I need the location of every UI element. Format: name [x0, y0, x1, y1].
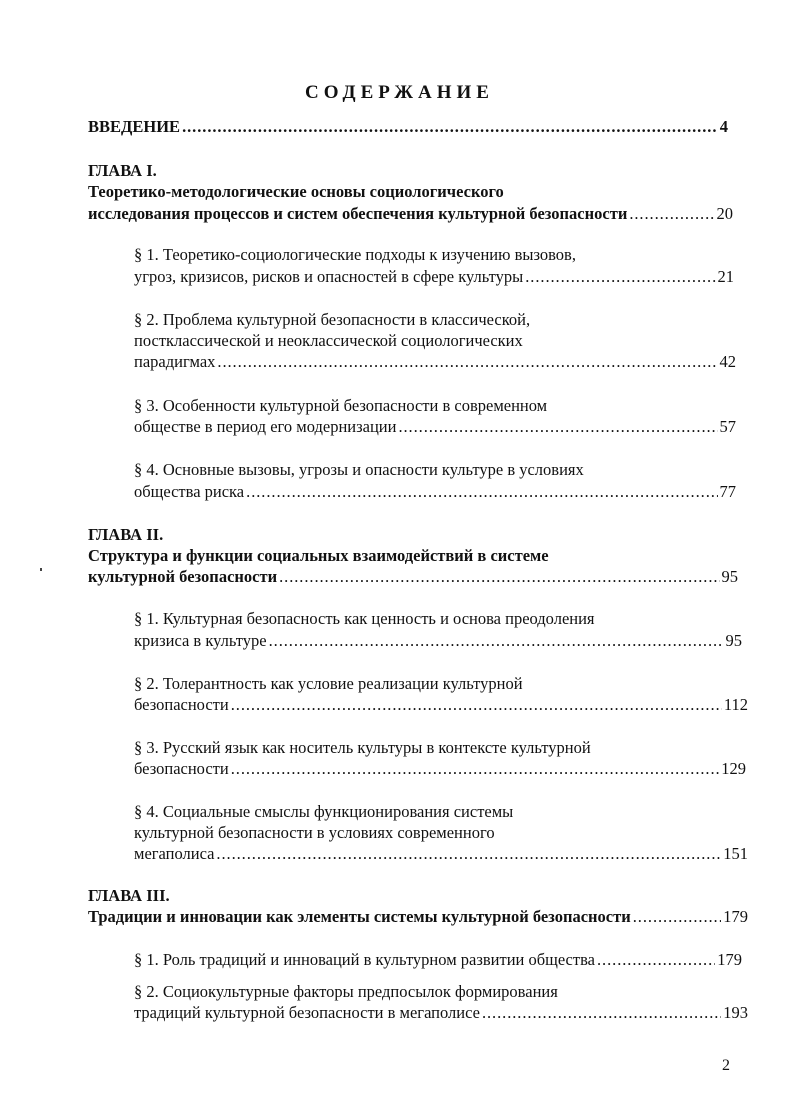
toc-entry-chapter-1[interactable]: [88, 203, 733, 225]
section-1-3-line1: § 3. Особенности культурной безопасности в современном: [134, 396, 548, 415]
toc-entry-intro[interactable]: [88, 116, 728, 138]
entry-label: угроз, кризисов, рисков и опасностей в сфере культуры: [134, 267, 524, 286]
dot-leader: [182, 116, 718, 138]
section-1-4-line1: § 4. Основные вызовы, угрозы и опасности культуре в условиях: [134, 460, 584, 479]
dot-leader: [597, 949, 715, 971]
section-3-2-line1: § 2. Социокультурные факторы предпосылок формирования: [134, 982, 558, 1001]
dot-leader: [231, 694, 722, 716]
section-2-2-line1: § 2. Толерантность как условие реализации культурной: [134, 674, 523, 693]
toc-entry-1-2[interactable]: [134, 351, 736, 373]
section-2-4-line2: культурной безопасности в условиях современного: [134, 823, 495, 842]
entry-page: 21: [717, 267, 734, 286]
dot-leader: [279, 566, 719, 588]
page-number: 2: [722, 1057, 730, 1074]
section-1-2-line1: § 2. Проблема культурной безопасности в классической,: [134, 310, 531, 329]
toc-entry-chapter-2[interactable]: [88, 566, 738, 588]
section-2-3-line1: § 3. Русский язык как носитель культуры в контексте культурной: [134, 738, 591, 757]
entry-page: 179: [723, 907, 748, 926]
toc-entry-2-2[interactable]: [134, 694, 748, 716]
entry-label: общества риска: [134, 482, 245, 501]
entry-label: § 1. Роль традиций и инноваций в культурном развитии общества: [134, 950, 595, 969]
toc-entry-2-1[interactable]: [134, 630, 742, 652]
entry-page: 179: [717, 950, 742, 969]
dot-leader: [629, 203, 714, 225]
chapter-2-title: Структура и функции социальных взаимодействий в системе: [88, 546, 549, 565]
entry-label: безопасности: [134, 695, 229, 714]
dot-leader: [398, 416, 717, 438]
entry-page: 57: [719, 417, 736, 436]
entry-page: 95: [725, 631, 742, 650]
entry-page: 20: [716, 204, 733, 223]
entry-page: 112: [723, 695, 748, 714]
chapter-1-title-cont: исследования процессов и систем обеспечения культурной безопасности: [88, 204, 628, 223]
entry-page: 95: [721, 567, 738, 586]
toc-entry-1-1[interactable]: [134, 266, 734, 288]
section-1-2-line2: постклассической и неоклассической социологических: [134, 331, 523, 350]
section-2-1-line1: § 1. Культурная безопасность как ценность и основа преодоления: [134, 609, 595, 628]
entry-page: 4: [719, 117, 728, 136]
toc-entry-3-2[interactable]: [134, 1002, 748, 1024]
chapter-3-heading: ГЛАВА III.: [88, 886, 170, 905]
toc-entry-1-4[interactable]: [134, 481, 736, 503]
chapter-2-heading: ГЛАВА II.: [88, 525, 164, 544]
dot-leader: [482, 1002, 721, 1024]
section-2-4-line1: § 4. Социальные смыслы функционирования системы: [134, 802, 514, 821]
dot-leader: [217, 351, 717, 373]
toc-entry-2-4[interactable]: [134, 843, 748, 865]
entry-page: 151: [723, 844, 748, 863]
section-1-1-line1: § 1. Теоретико-социологические подходы к изучению вызовов,: [134, 245, 576, 264]
entry-label: мегаполиса: [134, 844, 215, 863]
toc-entry-chapter-3[interactable]: [88, 906, 748, 928]
entry-label: обществе в период его модернизации: [134, 417, 397, 436]
chapter-2-title-cont: культурной безопасности: [88, 567, 278, 586]
dot-leader: [633, 906, 722, 928]
entry-page: 42: [719, 352, 736, 371]
dot-leader: [246, 481, 717, 503]
entry-label: традиций культурной безопасности в мегаполисе: [134, 1003, 480, 1022]
entry-page: 129: [721, 759, 746, 778]
chapter-3-title: Традиции и инновации как элементы системы культурной безопасности: [88, 907, 631, 926]
dot-leader: [231, 758, 720, 780]
chapter-1-title: Теоретико-методологические основы социологического: [88, 182, 504, 201]
dot-leader: [216, 843, 721, 865]
entry-label: парадигмах: [134, 352, 216, 371]
toc-title: СОДЕРЖАНИЕ: [305, 82, 494, 103]
chapter-1-heading: ГЛАВА I.: [88, 161, 157, 180]
entry-page: 193: [723, 1003, 748, 1022]
toc-entry-3-1[interactable]: [134, 949, 742, 971]
entry-label: ВВЕДЕНИЕ: [88, 117, 181, 136]
entry-page: 77: [719, 482, 736, 501]
entry-label: безопасности: [134, 759, 229, 778]
entry-label: кризиса в культуре: [134, 631, 267, 650]
scan-speck: [40, 568, 42, 571]
dot-leader: [525, 266, 715, 288]
toc-entry-1-3[interactable]: [134, 416, 736, 438]
toc-entry-2-3[interactable]: [134, 758, 746, 780]
dot-leader: [269, 630, 724, 652]
